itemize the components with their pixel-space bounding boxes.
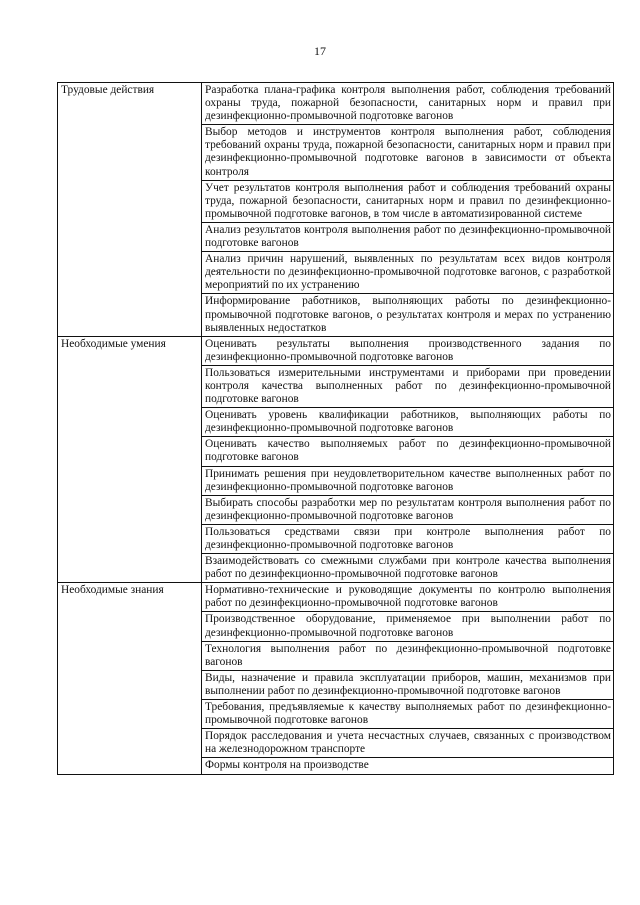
requirement-cell: Анализ причин нарушений, выявленных по результатам всех видов контроля деятельности по дезинфекционно-промывочной подготовке вагонов, с разработкой мероприятий по их устранению: [202, 252, 614, 294]
requirement-cell: Производственное оборудование, применяемое при выполнении работ по дезинфекционно-промывочной подготовке вагонов: [202, 612, 614, 641]
section-label: Трудовые действия: [58, 83, 202, 337]
requirement-cell: Порядок расследования и учета несчастных случаев, связанных с производством на железнодорожном транспорте: [202, 729, 614, 758]
requirement-cell: Взаимодействовать со смежными службами при контроле качества выполнения работ по дезинфекционно-промывочной подготовке вагонов: [202, 554, 614, 583]
requirement-cell: Анализ результатов контроля выполнения работ по дезинфекционно-промывочной подготовке вагонов: [202, 222, 614, 251]
requirement-cell: Информирование работников, выполняющих работы по дезинфекционно-промывочной подготовке вагонов, о результатах контроля и мерах по устранению выявленных недостатков: [202, 294, 614, 336]
requirement-cell: Пользоваться измерительными инструментами и приборами при проведении контроля качества выполненных работ по дезинфекционно-промывочной подготовке вагонов: [202, 365, 614, 407]
competency-table: [57, 82, 614, 775]
page-number: 17: [314, 44, 326, 58]
requirement-cell: Оценивать уровень квалификации работников, выполняющих работы по дезинфекционно-промывочной подготовке вагонов: [202, 408, 614, 437]
requirement-cell: Технология выполнения работ по дезинфекционно-промывочной подготовке вагонов: [202, 641, 614, 670]
table-row: [58, 83, 614, 125]
requirement-cell: Оценивать результаты выполнения производственного задания по дезинфекционно-промывочной подготовке вагонов: [202, 336, 614, 365]
requirement-cell: Учет результатов контроля выполнения работ и соблюдения требований охраны труда, пожарной безопасности, санитарных норм и правил по дезинфекционно-промывочной подготовке вагонов, в том числе в автоматизированной системе: [202, 180, 614, 222]
requirement-cell: Формы контроля на производстве: [202, 758, 614, 774]
requirement-cell: Выбор методов и инструментов контроля выполнения работ, соблюдения требований охраны труда, пожарной безопасности, санитарных норм и правил при дезинфекционно-промывочной подготовке вагонов в зависимости от объекта контроля: [202, 125, 614, 180]
section-label: Необходимые знания: [58, 583, 202, 774]
requirement-cell: Принимать решения при неудовлетворительном качестве выполненных работ по дезинфекционно-промывочной подготовке вагонов: [202, 466, 614, 495]
competency-table-body: [58, 83, 614, 775]
section-label: Необходимые умения: [58, 336, 202, 583]
requirement-cell: Выбирать способы разработки мер по результатам контроля выполнения работ по дезинфекционно-промывочной подготовке вагонов: [202, 495, 614, 524]
requirement-cell: Требования, предъявляемые к качеству выполняемых работ по дезинфекционно-промывочной подготовке вагонов: [202, 700, 614, 729]
requirement-cell: Оценивать качество выполняемых работ по дезинфекционно-промывочной подготовке вагонов: [202, 437, 614, 466]
requirement-cell: Разработка плана-графика контроля выполнения работ, соблюдения требований охраны труда, пожарной безопасности, санитарных норм и правил при дезинфекционно-промывочной подготовке вагонов: [202, 83, 614, 125]
table-row: [58, 336, 614, 365]
requirement-cell: Нормативно-технические и руководящие документы по контролю выполнения работ по дезинфекционно-промывочной подготовке вагонов: [202, 583, 614, 612]
requirement-cell: Пользоваться средствами связи при контроле выполнения работ по дезинфекционно-промывочной подготовке вагонов: [202, 524, 614, 553]
requirement-cell: Виды, назначение и правила эксплуатации приборов, машин, механизмов при выполнении работ по дезинфекционно-промывочной подготовке вагонов: [202, 670, 614, 699]
table-row: [58, 583, 614, 612]
